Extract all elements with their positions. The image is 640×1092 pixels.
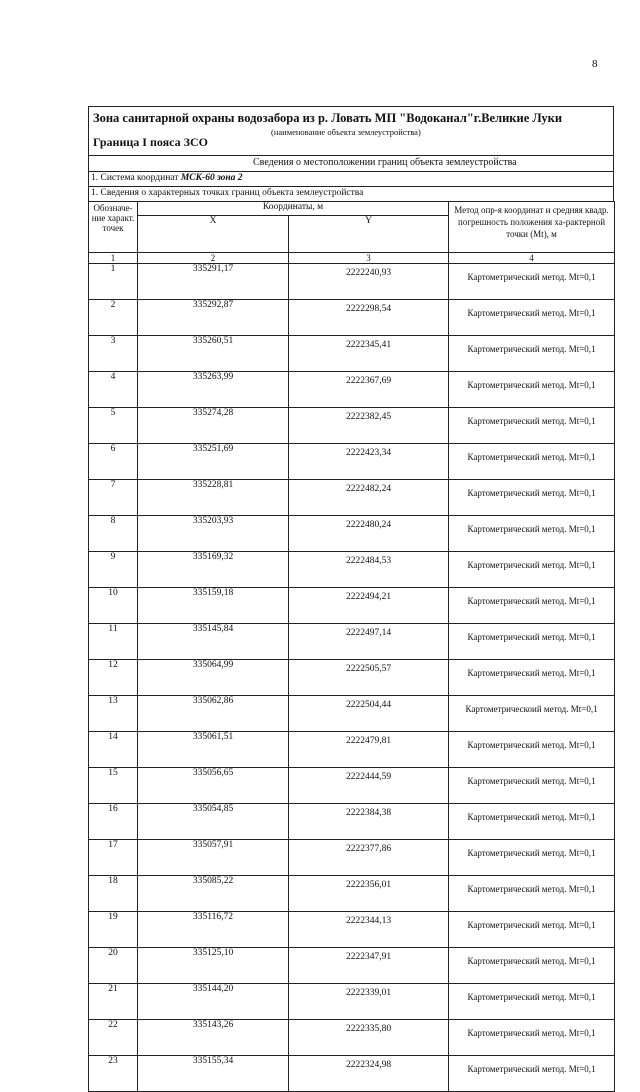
table-row — [89, 300, 615, 336]
y-coordinate-cell: 2222382,45 — [289, 408, 449, 444]
x-coordinate-cell: 335203,93 — [138, 516, 289, 552]
table-row — [89, 444, 615, 480]
y-coordinate-cell: 2222298,54 — [289, 300, 449, 336]
point-number-cell: 6 — [89, 444, 138, 480]
y-coordinate-cell: 2222497,14 — [289, 624, 449, 660]
point-number-cell: 21 — [89, 984, 138, 1020]
x-coordinate-cell: 335064,99 — [138, 660, 289, 696]
method-cell: Картометрическоий метод. Mt=0,1 — [449, 696, 615, 732]
y-coordinate-cell: 2222479,81 — [289, 732, 449, 768]
y-coordinate-cell: 2222423,34 — [289, 444, 449, 480]
column-number-row — [89, 253, 615, 264]
x-coordinate-cell: 335061,51 — [138, 732, 289, 768]
method-cell: Картометрический метод. Mt=0,1 — [449, 588, 615, 624]
method-cell: Картометрический метод. Mt=0,1 — [449, 948, 615, 984]
method-cell: Картометрический метод. Mt=0,1 — [449, 624, 615, 660]
x-coordinate-cell: 335251,69 — [138, 444, 289, 480]
table-row — [89, 552, 615, 588]
y-coordinate-cell: 2222482,24 — [289, 480, 449, 516]
table-row — [89, 912, 615, 948]
method-header: Метод опр-я координат и средняя квадр. погрешность положения ха-рактерной точки (Mt), м — [449, 202, 615, 253]
method-cell: Картометрический метод. Mt=0,1 — [449, 768, 615, 804]
method-cell: Картометрический метод. Mt=0,1 — [449, 264, 615, 300]
x-coordinate-cell: 335291,17 — [138, 264, 289, 300]
point-number-cell: 16 — [89, 804, 138, 840]
table-row — [89, 1020, 615, 1056]
y-coordinate-cell: 2222494,21 — [289, 588, 449, 624]
method-cell: Картометрический метод. Mt=0,1 — [449, 876, 615, 912]
coordinates-table-body — [89, 264, 615, 1092]
table-row — [89, 516, 615, 552]
method-cell: Картометрический метод. Mt=0,1 — [449, 300, 615, 336]
object-title-caption: (наименование объекта землеустройства) — [271, 127, 421, 137]
x-coordinate-cell: 335155,34 — [138, 1056, 289, 1092]
y-coordinate-cell: 2222339,01 — [289, 984, 449, 1020]
point-number-cell: 3 — [89, 336, 138, 372]
y-coordinate-cell: 2222347,91 — [289, 948, 449, 984]
coordinates-header: Координаты, м — [138, 202, 449, 216]
x-coordinate-cell: 335056,65 — [138, 768, 289, 804]
x-coordinate-cell: 335263,99 — [138, 372, 289, 408]
y-coordinate-cell: 2222367,69 — [289, 372, 449, 408]
y-coordinate-cell: 2222505,57 — [289, 660, 449, 696]
point-number-cell: 10 — [89, 588, 138, 624]
y-coordinate-cell: 2222504,44 — [289, 696, 449, 732]
table-row — [89, 876, 615, 912]
y-coordinate-cell: 2222345,41 — [289, 336, 449, 372]
table-row — [89, 624, 615, 660]
table-row — [89, 804, 615, 840]
x-coordinate-cell: 335159,18 — [138, 588, 289, 624]
point-number-cell: 8 — [89, 516, 138, 552]
method-cell: Картометрический метод. Mt=0,1 — [449, 912, 615, 948]
boundary-subtitle: Граница I пояса ЗСО — [93, 135, 208, 149]
x-coordinate-cell: 335116,72 — [138, 912, 289, 948]
table-row — [89, 948, 615, 984]
point-number-cell: 5 — [89, 408, 138, 444]
point-number-cell: 18 — [89, 876, 138, 912]
point-number-cell: 7 — [89, 480, 138, 516]
method-cell: Картометрический метод. Mt=0,1 — [449, 444, 615, 480]
point-designation-header: Обозначе-ние характ. точек — [89, 202, 138, 253]
y-coordinate-cell: 2222240,93 — [289, 264, 449, 300]
coord-system-prefix: 1. Система координат — [91, 173, 181, 183]
y-coordinate-cell: 2222480,24 — [289, 516, 449, 552]
point-number-cell: 15 — [89, 768, 138, 804]
x-coordinate-cell: 335085,22 — [138, 876, 289, 912]
point-number-cell: 1 — [89, 264, 138, 300]
method-cell: Картометрический метод. Mt=0,1 — [449, 480, 615, 516]
point-number-cell: 14 — [89, 732, 138, 768]
table-row — [89, 1056, 615, 1092]
method-cell: Картометрический метод. Mt=0,1 — [449, 1056, 615, 1092]
object-title-block — [88, 107, 614, 156]
object-title: Зона санитарной охраны водозабора из р. Ловать МП "Водоканал"г.Великие Луки — [93, 111, 563, 125]
table-row — [89, 732, 615, 768]
method-cell: Картометрический метод. Mt=0,1 — [449, 516, 615, 552]
section-title: Сведения о местоположении границ объекта землеустройства — [253, 157, 517, 168]
method-cell: Картометрический метод. Mt=0,1 — [449, 840, 615, 876]
table-row — [89, 372, 615, 408]
table-row — [89, 984, 615, 1020]
x-coordinate-cell: 335054,85 — [138, 804, 289, 840]
point-number-cell: 11 — [89, 624, 138, 660]
x-coordinate-cell: 335292,87 — [138, 300, 289, 336]
points-section-row — [88, 187, 614, 201]
point-number-cell: 23 — [89, 1056, 138, 1092]
point-number-cell: 17 — [89, 840, 138, 876]
method-cell: Картометрический метод. Mt=0,1 — [449, 408, 615, 444]
column-number: 3 — [289, 253, 449, 264]
section-heading-row — [88, 156, 614, 172]
method-cell: Картометрический метод. Mt=0,1 — [449, 732, 615, 768]
table-row — [89, 480, 615, 516]
table-row — [89, 660, 615, 696]
column-number: 4 — [449, 253, 615, 264]
y-coordinate-cell: 2222444,59 — [289, 768, 449, 804]
coord-system-line — [91, 173, 243, 183]
method-cell: Картометрический метод. Mt=0,1 — [449, 984, 615, 1020]
method-cell: Картометрический метод. Mt=0,1 — [449, 336, 615, 372]
x-coordinate-cell: 335057,91 — [138, 840, 289, 876]
table-row — [89, 840, 615, 876]
table-row — [89, 264, 615, 300]
x-coordinate-cell: 335062,86 — [138, 696, 289, 732]
cadastral-form — [88, 106, 614, 1092]
coordinates-table — [88, 201, 615, 1092]
point-number-cell: 19 — [89, 912, 138, 948]
y-coordinate-cell: 2222384,38 — [289, 804, 449, 840]
page-number: 8 — [592, 58, 598, 70]
point-number-cell: 22 — [89, 1020, 138, 1056]
point-number-cell: 13 — [89, 696, 138, 732]
table-row — [89, 696, 615, 732]
y-header: Y — [289, 216, 449, 253]
column-number: 1 — [89, 253, 138, 264]
point-number-cell: 20 — [89, 948, 138, 984]
table-row — [89, 588, 615, 624]
x-coordinate-cell: 335274,28 — [138, 408, 289, 444]
x-coordinate-cell: 335143,26 — [138, 1020, 289, 1056]
x-coordinate-cell: 335260,51 — [138, 336, 289, 372]
points-section-title: 1. Сведения о характерных точках границ объекта землеустройства — [91, 188, 364, 198]
x-header: X — [138, 216, 289, 253]
method-cell: Картометрический метод. Mt=0,1 — [449, 804, 615, 840]
method-cell: Картометрический метод. Mt=0,1 — [449, 372, 615, 408]
x-coordinate-cell: 335144,20 — [138, 984, 289, 1020]
table-row — [89, 768, 615, 804]
y-coordinate-cell: 2222484,53 — [289, 552, 449, 588]
method-cell: Картометрический метод. Mt=0,1 — [449, 1020, 615, 1056]
x-coordinate-cell: 335125,10 — [138, 948, 289, 984]
x-coordinate-cell: 335169,32 — [138, 552, 289, 588]
column-number: 2 — [138, 253, 289, 264]
y-coordinate-cell: 2222335,80 — [289, 1020, 449, 1056]
point-number-cell: 9 — [89, 552, 138, 588]
x-coordinate-cell: 335228,81 — [138, 480, 289, 516]
coord-system-name: МСК-60 зона 2 — [180, 173, 243, 183]
y-coordinate-cell: 2222377,86 — [289, 840, 449, 876]
point-number-cell: 12 — [89, 660, 138, 696]
x-coordinate-cell: 335145,84 — [138, 624, 289, 660]
point-number-cell: 4 — [89, 372, 138, 408]
method-cell: Картометрический метод. Mt=0,1 — [449, 660, 615, 696]
y-coordinate-cell: 2222344,13 — [289, 912, 449, 948]
y-coordinate-cell: 2222324,98 — [289, 1056, 449, 1092]
method-cell: Картометрический метод. Mt=0,1 — [449, 552, 615, 588]
table-row — [89, 408, 615, 444]
y-coordinate-cell: 2222356,01 — [289, 876, 449, 912]
point-number-cell: 2 — [89, 300, 138, 336]
table-row — [89, 336, 615, 372]
coord-system-row — [88, 172, 614, 187]
